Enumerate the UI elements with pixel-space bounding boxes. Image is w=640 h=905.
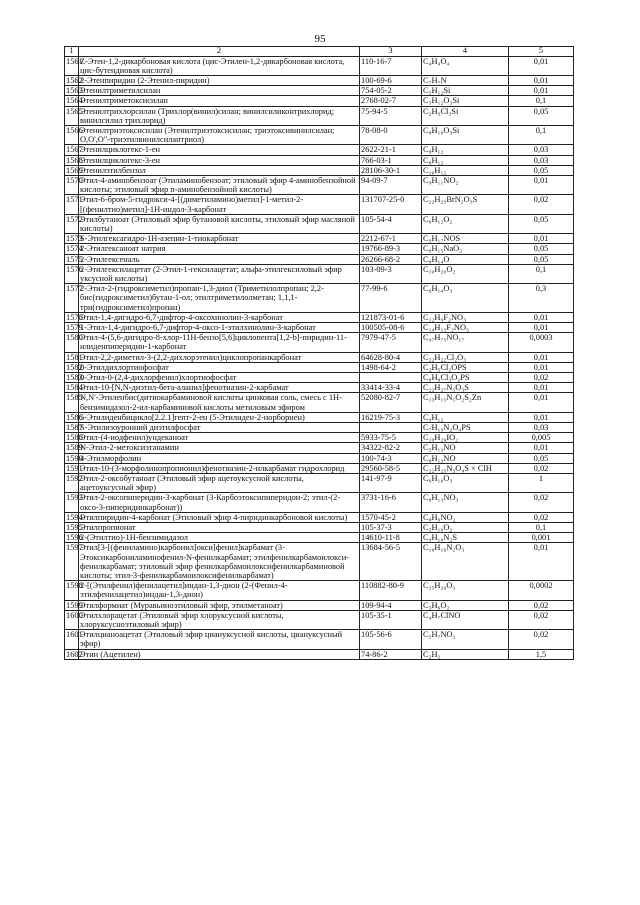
- cas-number: 16219-75-3: [360, 412, 422, 422]
- chemical-formula: C₈H₉NO₂: [422, 512, 509, 522]
- row-number: 1600: [65, 610, 79, 629]
- table-row: [65, 322, 574, 332]
- chemical-formula: C₇H₁₉N₂O₄PS: [422, 423, 509, 433]
- table-row: [65, 383, 574, 393]
- table-row: [65, 474, 574, 493]
- limit-value: 0,1: [509, 96, 574, 106]
- substance-name: 2-Этилгексилацетат (2-Этил-1-гексилацетат; альфа-этилгексиловый эфир уксусной кислоты): [79, 264, 360, 283]
- cas-number: 100-69-6: [360, 75, 422, 85]
- limit-value: 0,05: [509, 214, 574, 233]
- limit-value: 0,03: [509, 145, 574, 155]
- cas-number: 105-54-4: [360, 214, 422, 233]
- row-number: 1583: [66, 373, 83, 382]
- chemical-formula: C₈H₁₈O₃Si: [422, 125, 509, 144]
- limit-value: 0,01: [509, 56, 574, 75]
- table-row: [65, 373, 574, 383]
- limit-value: 0,1: [509, 264, 574, 283]
- chemical-formula: C₃H₆O₂: [422, 600, 509, 610]
- table-row: [65, 543, 574, 581]
- chemical-formula: C₂H₂: [422, 649, 509, 659]
- row-number: 1570: [65, 175, 79, 194]
- row-number: 1566: [65, 125, 79, 144]
- page-number: 95: [314, 33, 326, 45]
- row-number: 1573: [66, 234, 83, 244]
- substance-name: 2-Этилгексаноат натрия: [79, 244, 360, 254]
- row-number: 1590: [66, 453, 83, 463]
- limit-value: 0,0002: [509, 581, 574, 600]
- chemical-formula: C₆H₁₀O₃: [422, 474, 509, 493]
- chemical-formula: C₁₀H₂₀O₂: [422, 264, 509, 283]
- chemical-formula: C₈H₁₃NO₃: [422, 493, 509, 512]
- substance-name: Этил-(4-иодфенил)ундеканоат: [79, 433, 360, 443]
- cas-number: 110-16-7: [360, 56, 422, 75]
- substance-name: N,N'-Этиленбис(дитиокарбаминовой кислоты цинковая соль, смесь с 1Н-бензимидазол-2-ил-карбаминовой кислоты метиловым эфиром: [79, 393, 360, 412]
- limit-value: 0,02: [509, 493, 574, 512]
- cas-number: 131707-25-0: [360, 195, 422, 214]
- cas-number: 100505-08-6: [360, 322, 422, 332]
- cas-number: [360, 423, 422, 433]
- limit-value: 0,0003: [509, 333, 574, 352]
- limit-value: 0,02: [509, 600, 574, 610]
- chemical-formula: C₈H₁₂: [422, 155, 509, 165]
- substance-name: Этил-10-(3-морфолинопропионил)фенотиазин-2-илкарбамат гидрохлорид: [79, 463, 360, 473]
- chemical-formula: C₆H₁₄O₃: [422, 284, 509, 313]
- substance-name: Этил[3-[(фениламино)карбонил]окси]фенил]карбамат (3-Этоксикарбониламинофенил-N-фенилкарбамат; этилфенилкарбамоилокси- фенилкарбамат; этиловый эфир фенилкарбамоилоксифенилкарбаминовой кислоты; этил-3-фенилкарбамоилоксифенилкарбамат): [79, 543, 360, 581]
- substance-name: Этилформиат (Муравьиноэтиловый эфир, этилметаноат): [79, 600, 360, 610]
- row-number: 1592: [65, 474, 79, 493]
- table-row: [65, 453, 574, 463]
- chemical-formula: C₁₀H₁₂: [422, 165, 509, 175]
- chemical-formula: C₉H₁₇NOS: [422, 234, 509, 244]
- table-row: [65, 234, 574, 244]
- row-number: 1576: [65, 264, 79, 283]
- limit-value: 0,001: [509, 533, 574, 543]
- substance-name: 2-Этил-2-(гидроксиметил)пропан-1,3-диол (Триметилолпропан; 2,2-бис(гидроксиметил)бутан-1-ол; этилтриметилолметан; 1,1,1-три(гидроксиметил)пропан): [79, 284, 360, 313]
- substance-name: S-Этилизоуронний диэтилфосфат: [79, 423, 360, 433]
- limit-value: 0,03: [509, 423, 574, 433]
- row-number: 1569: [66, 165, 83, 175]
- limit-value: 0,01: [509, 443, 574, 453]
- cas-number: 100-74-3: [360, 453, 422, 463]
- substance-name: Этин (Ацетилен): [79, 649, 360, 659]
- row-number: 1598: [65, 581, 79, 600]
- chemical-formula: C₄H₄O₄: [422, 56, 509, 75]
- chemical-formula: C₁₉H₂₉IO₂: [422, 433, 509, 443]
- limit-value: 0,05: [509, 254, 574, 264]
- table-row: [65, 610, 574, 629]
- limit-value: 0,005: [509, 433, 574, 443]
- substance-name: Этил-4-(5,6-дигидро-8-хлор-11Н-бензо[5,6]циклопента[1,2-b]-пиридин-11-илиденпиперидин-1-карбонат: [79, 333, 360, 352]
- table-row: [65, 106, 574, 125]
- limit-value: 0,01: [509, 412, 574, 422]
- table-row: [65, 125, 574, 144]
- row-number: 1579: [66, 322, 83, 332]
- table-row: [65, 86, 574, 96]
- limit-value: 0,01: [509, 383, 574, 393]
- table-row: [65, 333, 574, 352]
- column-header: 3: [360, 47, 422, 57]
- cas-number: 2768-02-7: [360, 96, 422, 106]
- substance-name: Этил-2,2-диметил-3-(2,2-дихлорэтенил)циклопропанкарбонат: [79, 352, 360, 362]
- row-number: 1571: [65, 195, 79, 214]
- row-number: 1567: [66, 145, 83, 155]
- cas-number: 103-09-3: [360, 264, 422, 283]
- row-number: 1595: [66, 523, 83, 533]
- cas-number: 110882-80-9: [360, 581, 422, 600]
- chemical-formula: C₄H₇ClNO: [422, 610, 509, 629]
- row-number: 1584: [66, 383, 83, 393]
- substance-name: Этенилтриметоксисилан: [79, 96, 360, 106]
- chemical-formula: C₁₆H₁₆N₂O₃: [422, 543, 509, 581]
- limit-value: 0,1: [509, 125, 574, 144]
- row-number: 1578: [66, 312, 83, 322]
- table-row: [65, 165, 574, 175]
- row-number: 1582: [66, 362, 83, 372]
- row-number: 1597: [65, 543, 79, 581]
- substance-name: 2-(Этилтио)-1Н-бензимидазол: [79, 533, 360, 543]
- chemical-formula: C₉H₁₂: [422, 412, 509, 422]
- chemical-formula: C₂₂H₂₇N₃O₃S: [422, 383, 509, 393]
- row-number: 1587: [66, 423, 83, 433]
- column-header: 5: [509, 47, 574, 57]
- row-number: 1580: [65, 333, 79, 352]
- cas-number: 2622-21-1: [360, 145, 422, 155]
- table-row: [65, 145, 574, 155]
- chemical-formula: C₆H₁₃NO: [422, 453, 509, 463]
- row-number: 1591: [66, 463, 83, 473]
- cas-number: 754-05-2: [360, 86, 422, 96]
- table-row: [65, 463, 574, 473]
- limit-value: 0,01: [509, 312, 574, 322]
- chemical-formula: C₉H₁₀N₂S: [422, 533, 509, 543]
- chemical-formula: C₆H₁₂O₂: [422, 214, 509, 233]
- substance-table: [64, 46, 574, 660]
- limit-value: 0,1: [509, 523, 574, 533]
- chemical-formula: C₉H₁₁NO₂: [422, 175, 509, 194]
- limit-value: 0,02: [509, 463, 574, 473]
- limit-value: 0,05: [509, 106, 574, 125]
- substance-name: Этенилтрихлорсилан (Трихлор(винил)силан; винилсиликонтрихлорид; винилсилил трихлорид): [79, 106, 360, 125]
- cas-number: [360, 373, 422, 383]
- table-row: [65, 600, 574, 610]
- cas-number: 13684-56-5: [360, 543, 422, 581]
- column-header: 2: [79, 47, 360, 57]
- cas-number: 105-56-6: [360, 630, 422, 649]
- column-header: 4: [422, 47, 509, 57]
- table-row: [65, 264, 574, 283]
- substance-name: Этилбутаноат (Этиловый эфир бутановой кислоты, этиловый эфир масляной кислоты): [79, 214, 360, 233]
- row-number: 1562: [66, 75, 83, 85]
- row-number: 1594: [66, 512, 83, 522]
- substance-name: Этенилциклогекс-1-ен: [79, 145, 360, 155]
- table-row: [65, 493, 574, 512]
- chemical-formula: C₅H₁₀O₂: [422, 523, 509, 533]
- substance-name: 2-[(Этилфенил)фенилацетил]индан-1,3-дион (2-(Фенил-4-этилфенилацетил)индан-1,3-дион): [79, 581, 360, 600]
- chemical-formula: C₈H₈Cl₃O₂PS: [422, 373, 509, 383]
- substance-name: Этил-1,4-дигидро-6,7-дифтор-4-оксохинолин-3-карбонат: [79, 312, 360, 322]
- cas-number: 26266-68-2: [360, 254, 422, 264]
- substance-name: Этенилциклогекс-3-ен: [79, 155, 360, 165]
- table-row: [65, 393, 574, 412]
- substance-name: Этил-2-оксопиперидин-3-карбонат (3-Карбоэтоксипиперидон-2; этил-(2-оксо-3-пиперидинкарбонат)): [79, 493, 360, 512]
- cas-number: 105-37-3: [360, 523, 422, 533]
- substance-name: Этил-6-бром-5-гидрокси-4-[(диметиламино)метил]-1-метил-2-[(фенилтио)метил]-1Н-индол-3-карбонат: [79, 195, 360, 214]
- chemical-formula: C₅H₁₃NO: [422, 443, 509, 453]
- column-header: 1: [65, 47, 79, 57]
- row-number: 1593: [65, 493, 79, 512]
- cas-number: 75-94-5: [360, 106, 422, 125]
- limit-value: 0,01: [509, 543, 574, 581]
- row-number: 1572: [65, 214, 79, 233]
- cas-number: 94-09-7: [360, 175, 422, 194]
- substance-name: Этенилтриметилсилан: [79, 86, 360, 96]
- limit-value: 0,01: [509, 352, 574, 362]
- cas-number: 19766-89-3: [360, 244, 422, 254]
- substance-name: Этил-10-[N,N-диэтил-бета-аланил]фенотиазин-2-карбамат: [79, 383, 360, 393]
- cas-number: 74-86-2: [360, 649, 422, 659]
- chemical-formula: C₈H₁₂: [422, 145, 509, 155]
- substance-name: Этилпиридин-4-карбонат (Этиловый эфир 4-пиридинкарбоновой кислоты): [79, 512, 360, 522]
- cas-number: 1498-64-2: [360, 362, 422, 372]
- row-number: 1561: [65, 56, 79, 75]
- limit-value: 0,01: [509, 86, 574, 96]
- table-row: [65, 75, 574, 85]
- substance-name: Этилхлорацетат (Этиловый эфир хлоруксусной кислоты, хлоруксусноэтиловый эфир): [79, 610, 360, 629]
- row-number: 1602: [66, 649, 83, 659]
- limit-value: 0,01: [509, 393, 574, 412]
- cas-number: 7979-47-5: [360, 333, 422, 352]
- chemical-formula: C₅H₁₂O₃Si: [422, 96, 509, 106]
- table-row: [65, 630, 574, 649]
- cas-number: 29560-58-5: [360, 463, 422, 473]
- limit-value: 0,03: [509, 155, 574, 165]
- cas-number: 14610-11-8: [360, 533, 422, 543]
- cas-number: 64628-80-4: [360, 352, 422, 362]
- limit-value: 0,02: [509, 630, 574, 649]
- cas-number: 5933-75-5: [360, 433, 422, 443]
- substance-name: Этилцианоацетат (Этиловый эфир циануксусной кислоты, циануксусный эфир): [79, 630, 360, 649]
- table-row: [65, 56, 574, 75]
- substance-name: Этил-4-аминобензоат (Этиламинобензоат; этиловый эфир 4-аминобензойной кислоты; этиловый эфир п-аминобензойной кислоты): [79, 175, 360, 194]
- substance-name: 2-Этенпиридин (2-Этенил-пиридин): [79, 75, 360, 85]
- row-number: 1574: [66, 244, 83, 254]
- row-number: 1588: [66, 433, 83, 443]
- table-row: [65, 312, 574, 322]
- substance-name: 0-Этил-0-(2,4-дихлорфенил)хлортиофосфат: [79, 373, 360, 383]
- table-row: [65, 155, 574, 165]
- cas-number: 2212-67-1: [360, 234, 422, 244]
- row-number: 1565: [65, 106, 79, 125]
- limit-value: 0,01: [509, 175, 574, 194]
- table-row: [65, 533, 574, 543]
- chemical-formula: C₁₃H₁₅N₅O₂S₂Zn: [422, 393, 509, 412]
- table-row: [65, 214, 574, 233]
- row-number: 1589: [66, 443, 83, 453]
- substance-name: Этилпропионат: [79, 523, 360, 533]
- limit-value: 0,02: [509, 610, 574, 629]
- cas-number: 766-03-1: [360, 155, 422, 165]
- limit-value: 0,02: [509, 512, 574, 522]
- table-row: [65, 443, 574, 453]
- chemical-formula: C₅H₁₂Si: [422, 86, 509, 96]
- substance-name: Этил-2-оксобутаноат (Этиловый эфир ацетоуксусной кислоты, ацетоуксусный эфир): [79, 474, 360, 493]
- table-row: [65, 352, 574, 362]
- chemical-formula: C₁₂H₉F₂NO₃: [422, 312, 509, 322]
- limit-value: 0,05: [509, 244, 574, 254]
- chemical-formula: C₅H₇NO₂: [422, 630, 509, 649]
- table-row: [65, 244, 574, 254]
- chemical-formula: C₇H₇N: [422, 75, 509, 85]
- chemical-formula: C₈H₁₄O: [422, 254, 509, 264]
- table-body: [65, 56, 574, 659]
- chemical-formula: C₂₂H₂₂Cl₂O₃: [422, 352, 509, 362]
- row-number: 1601: [65, 630, 79, 649]
- table-row: [65, 412, 574, 422]
- limit-value: 1,5: [509, 649, 574, 659]
- table-row: [65, 523, 574, 533]
- substance-name: 5-Этилиденбицикло[2.2.1]гепт-2-ен (5-Этилиден-2-норборнен): [79, 412, 360, 422]
- limit-value: 0,3: [509, 284, 574, 313]
- limit-value: 0,05: [509, 453, 574, 463]
- row-number: 1586: [66, 412, 83, 422]
- cas-number: 105-35-1: [360, 610, 422, 629]
- cas-number: 77-99-6: [360, 284, 422, 313]
- row-number: 1564: [66, 96, 83, 106]
- cas-number: 78-08-0: [360, 125, 422, 144]
- cas-number: 33414-33-4: [360, 383, 422, 393]
- substance-name: Z-Этен-1,2-дикарбоновая кислота (цис-Этилен-1,2-дикарбоновая кислота, цис-бутендиовая кислота): [79, 56, 360, 75]
- limit-value: 0,02: [509, 195, 574, 214]
- substance-name: S-Этилгексагидро-1Н-азепин-1-тиокарбонат: [79, 234, 360, 244]
- limit-value: 0,05: [509, 165, 574, 175]
- table-row: [65, 433, 574, 443]
- limit-value: 0,01: [509, 362, 574, 372]
- chemical-formula: C₈H₁₅NaO₂: [422, 244, 509, 254]
- table-header-row: [65, 47, 574, 57]
- substance-name: 2-Этилгексеналь: [79, 254, 360, 264]
- table-row: [65, 362, 574, 372]
- table-row: [65, 649, 574, 659]
- row-number: 1596: [66, 533, 83, 543]
- chemical-formula: C₂₂H₂₅BrN₂O₃S: [422, 195, 509, 214]
- row-number: 1575: [66, 254, 83, 264]
- row-number: 1568: [66, 155, 83, 165]
- limit-value: 0,02: [509, 373, 574, 383]
- cas-number: 141-97-9: [360, 474, 422, 493]
- cas-number: 52080-82-7: [360, 393, 422, 412]
- row-number: 1599: [66, 600, 83, 610]
- chemical-formula: C₂₂H₂₅N₃O₄S × ClH: [422, 463, 509, 473]
- table-row: [65, 96, 574, 106]
- row-number: 1581: [66, 352, 83, 362]
- table-row: [65, 581, 574, 600]
- table-row: [65, 254, 574, 264]
- limit-value: 0,01: [509, 75, 574, 85]
- cas-number: 28106-30-1: [360, 165, 422, 175]
- table-row: [65, 512, 574, 522]
- cas-number: 3731-16-6: [360, 493, 422, 512]
- chemical-formula: C₁₄H₁₃F₂NO₃: [422, 322, 509, 332]
- row-number: 1585: [65, 393, 79, 412]
- chemical-formula: C₂H₅Cl₂OPS: [422, 362, 509, 372]
- cas-number: 1570-45-2: [360, 512, 422, 522]
- substance-name: 0-Этилдихлортиофосфат: [79, 362, 360, 372]
- substance-name: N-Этил-2-метоксиэтанамин: [79, 443, 360, 453]
- table-row: [65, 175, 574, 194]
- limit-value: 0,01: [509, 234, 574, 244]
- limit-value: 1: [509, 474, 574, 493]
- table-row: [65, 195, 574, 214]
- substance-name: Этенилтриэтоксисилан (Этенилтриэтоксисилан; триэтоксивинилсилан; О,О',О"-триэтилвинилсилантриол): [79, 125, 360, 144]
- cas-number: 34322-82-2: [360, 443, 422, 453]
- row-number: 1577: [65, 284, 79, 313]
- table-row: [65, 423, 574, 433]
- substance-name: 4-Этилморфолин: [79, 453, 360, 463]
- chemical-formula: C₂₅H₂₀O₃: [422, 581, 509, 600]
- cas-number: 121873-01-6: [360, 312, 422, 322]
- chemical-formula: C₂H₃Cl₃Si: [422, 106, 509, 125]
- chemical-formula: C₄₇H₇₅NO₁₇: [422, 333, 509, 352]
- substance-name: Этенилэтилбензол: [79, 165, 360, 175]
- limit-value: 0,01: [509, 322, 574, 332]
- substance-name: 1-Этил-1,4-дигидро-6,7-дифтор-4-оксо-1-этилхинолин-3-карбонат: [79, 322, 360, 332]
- cas-number: 109-94-4: [360, 600, 422, 610]
- row-number: 1563: [66, 86, 83, 96]
- table-row: [65, 284, 574, 313]
